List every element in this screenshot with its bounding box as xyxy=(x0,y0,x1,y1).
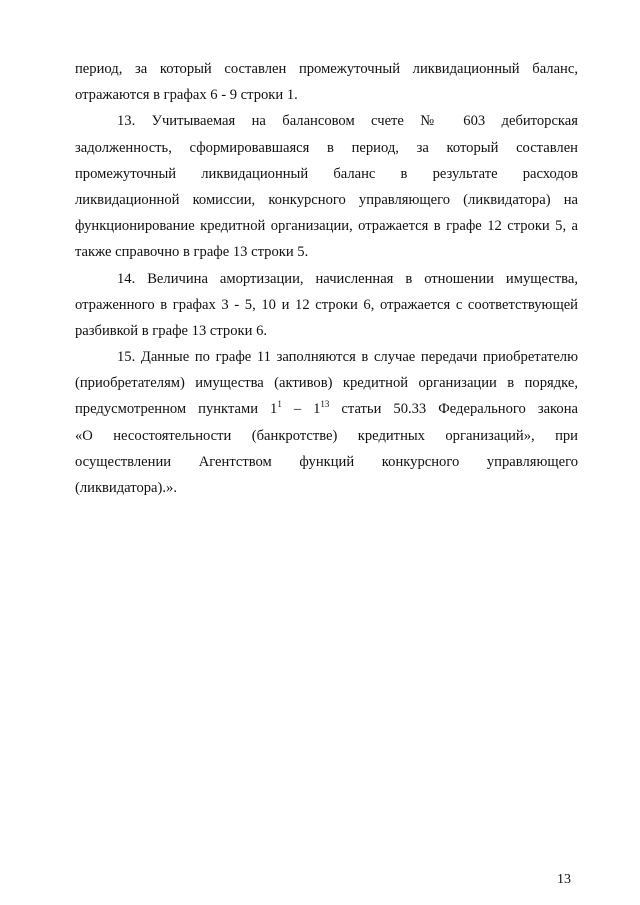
text-line: отражаются в графах 6 - 9 строки 1. xyxy=(75,87,298,104)
text-segment: предусмотренном пунктами 1 xyxy=(75,401,278,418)
text-segment: – 1 xyxy=(281,401,321,418)
superscript: 1 xyxy=(277,399,282,410)
text-line: осуществлении Агентством функций конкурсного управляющего xyxy=(75,453,578,470)
page-number: 13 xyxy=(557,872,571,887)
document-body xyxy=(75,56,578,501)
text-line: функционирование кредитной организации, отражается в графе 12 строки 5, а xyxy=(75,218,578,235)
text-line: промежуточный ликвидационный баланс в результате расходов xyxy=(75,165,578,182)
text-line: отраженного в графах 3 - 5, 10 и 12 строки 6, отражается с соответствующей xyxy=(75,296,578,313)
text-line xyxy=(75,396,578,422)
text-line: 15. Данные по графе 11 заполняются в случае передачи приобретателю xyxy=(117,349,578,366)
superscript: 13 xyxy=(320,399,330,410)
text-line: 14. Величина амортизации, начисленная в отношении имущества, xyxy=(117,270,578,287)
text-line: ликвидационной комиссии, конкурсного управляющего (ликвидатора) на xyxy=(75,191,578,208)
text-line: «О несостоятельности (банкротстве) кредитных организаций», при xyxy=(75,427,578,444)
text-line: 13. Учитываемая на балансовом счете № 603 дебиторская xyxy=(117,113,578,130)
text-line: также справочно в графе 13 строки 5. xyxy=(75,244,309,261)
text-line: (ликвидатора).». xyxy=(75,480,177,496)
text-segment: статьи 50.33 Федерального закона xyxy=(329,401,578,418)
text-line: период, за который составлен промежуточный ликвидационный баланс, xyxy=(75,61,578,77)
text-line: разбивкой в графе 13 строки 6. xyxy=(75,322,268,339)
text-line: задолженность, сформировавшаяся в период, за который составлен xyxy=(75,139,578,156)
text-line: (приобретателям) имущества (активов) кредитной организации в порядке, xyxy=(75,375,578,392)
